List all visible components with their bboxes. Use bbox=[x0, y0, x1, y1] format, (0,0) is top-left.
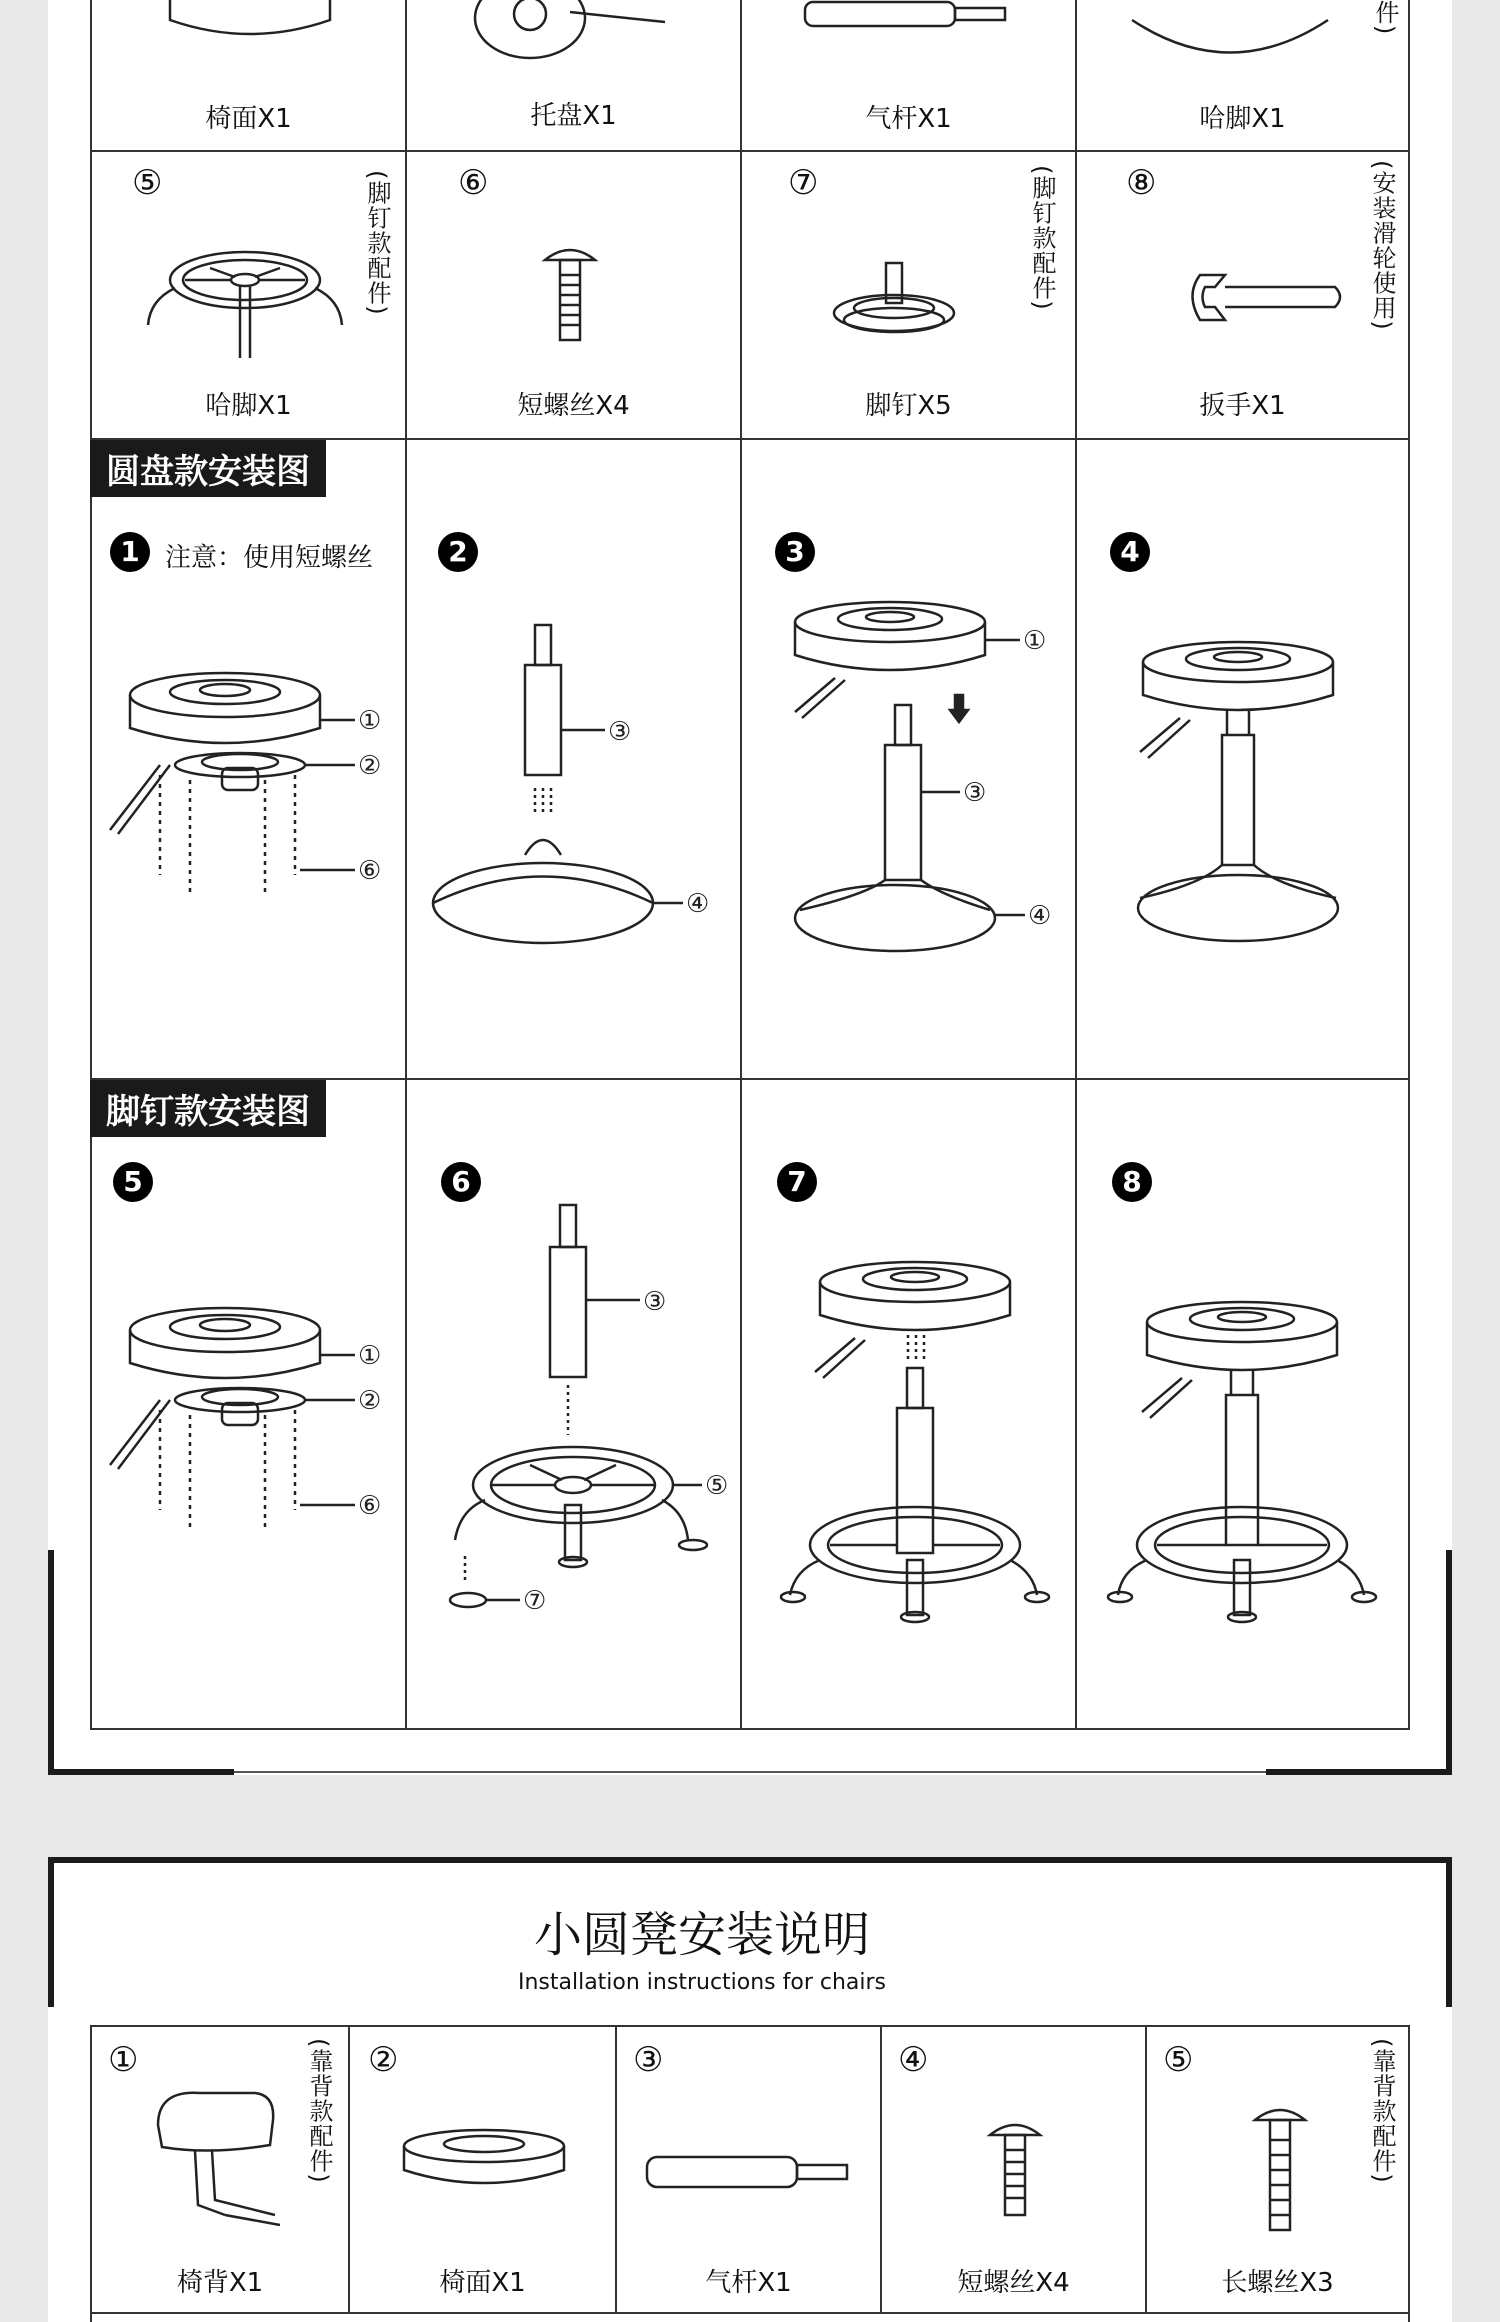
step6-gaslift-footring-drawing bbox=[440, 1200, 740, 1650]
round-base-illustration bbox=[1130, 0, 1330, 70]
wrench-illustration bbox=[1185, 265, 1345, 335]
part-label-foot-ring: 哈脚X1 bbox=[205, 391, 292, 421]
s2-part-1-side-note: (靠背款配件) bbox=[305, 2038, 333, 2184]
svg-text:①: ① bbox=[358, 1341, 382, 1371]
s2-part-label-backrest: 椅背X1 bbox=[176, 2268, 264, 2298]
svg-text:⑤: ⑤ bbox=[705, 1471, 729, 1501]
step1-seat-tray-screws-drawing bbox=[100, 670, 400, 920]
footnail-section-title: 脚钉款安装图 bbox=[90, 1080, 326, 1137]
svg-text:⑥: ⑥ bbox=[358, 1491, 382, 1521]
s2-part-number-1: ① bbox=[108, 2040, 139, 2080]
svg-text:⑦: ⑦ bbox=[523, 1586, 547, 1616]
backrest-illustration bbox=[150, 2085, 290, 2235]
part-label-gas-lift: 气杆X1 bbox=[865, 104, 952, 134]
part-5-side-note: (脚钉款配件) bbox=[363, 170, 391, 316]
part-8-side-note: (安装滑轮使用) bbox=[1368, 160, 1396, 331]
s2-part-label-seat: 椅面X1 bbox=[439, 2268, 526, 2298]
part-label-tray: 托盘X1 bbox=[530, 101, 617, 131]
part-number-5: ⑤ bbox=[132, 163, 163, 203]
step-badge-1: 1 bbox=[110, 532, 150, 572]
s2-part-number-3: ③ bbox=[633, 2040, 664, 2080]
part-label-foot-nail: 脚钉X5 bbox=[865, 391, 952, 421]
s2-part-5-side-note: (靠背款配件) bbox=[1368, 2038, 1396, 2184]
s2-part-number-2: ② bbox=[368, 2040, 399, 2080]
sheet2-frame-right bbox=[1446, 1857, 1452, 2007]
svg-text:③: ③ bbox=[608, 717, 632, 747]
s2-part-number-4: ④ bbox=[898, 2040, 929, 2080]
foot-nail-illustration bbox=[830, 258, 960, 348]
step3-seat-onto-base-drawing bbox=[790, 600, 1090, 960]
svg-text:②: ② bbox=[358, 751, 382, 781]
svg-text:④: ④ bbox=[1028, 901, 1052, 931]
part-number-8: ⑧ bbox=[1126, 163, 1157, 203]
s2-gas-lift-illustration bbox=[645, 2155, 855, 2195]
s2-part-label-short-screw: 短螺丝X4 bbox=[957, 2268, 1070, 2298]
part-7-side-note: (脚钉款配件) bbox=[1028, 165, 1056, 311]
part-number-6: ⑥ bbox=[458, 163, 489, 203]
svg-text:②: ② bbox=[358, 1386, 382, 1416]
frame-right bbox=[1446, 1550, 1452, 1775]
part-label-wrench: 扳手X1 bbox=[1199, 391, 1286, 421]
step-badge-8: 8 bbox=[1112, 1162, 1152, 1202]
row1-side-note: 件) bbox=[1371, 0, 1399, 36]
short-screw-illustration bbox=[540, 245, 600, 345]
sheet2-subtitle: Installation instructions for chairs bbox=[517, 1970, 887, 1995]
disc-section-title: 圆盘款安装图 bbox=[90, 440, 326, 497]
disc-step1-note: 注意：使用短螺丝 bbox=[165, 543, 374, 573]
svg-text:③: ③ bbox=[643, 1287, 667, 1317]
frame-bottom-right bbox=[1266, 1769, 1452, 1775]
step5-seat-tray-screws-drawing bbox=[100, 1305, 400, 1555]
s2-part-label-long-screw: 长螺丝X3 bbox=[1221, 2268, 1334, 2298]
frame-left bbox=[48, 1550, 54, 1775]
s2-long-screw-illustration bbox=[1250, 2105, 1310, 2235]
sheet2-frame-top bbox=[48, 1857, 1452, 1863]
sheet2-title: 小圆凳安装说明 bbox=[533, 1907, 870, 1963]
s2-seat-illustration bbox=[400, 2128, 570, 2198]
tray-plate-illustration bbox=[460, 0, 680, 70]
step-badge-4: 4 bbox=[1110, 532, 1150, 572]
svg-text:⑥: ⑥ bbox=[358, 856, 382, 886]
s2-part-number-5: ⑤ bbox=[1163, 2040, 1194, 2080]
step-badge-6: 6 bbox=[441, 1162, 481, 1202]
svg-text:③: ③ bbox=[963, 778, 987, 808]
step7-seat-onto-footring-drawing bbox=[775, 1260, 1075, 1660]
part-label-base: 哈脚X1 bbox=[1199, 104, 1286, 134]
step-badge-3: 3 bbox=[775, 532, 815, 572]
part-label-seat: 椅面X1 bbox=[205, 104, 292, 134]
part-number-7: ⑦ bbox=[788, 163, 819, 203]
s2-part-label-gas-lift: 气杆X1 bbox=[705, 2268, 792, 2298]
svg-text:①: ① bbox=[358, 706, 382, 736]
step-badge-7: 7 bbox=[777, 1162, 817, 1202]
svg-text:①: ① bbox=[1023, 626, 1047, 656]
svg-text:④: ④ bbox=[686, 889, 710, 919]
step-badge-5: 5 bbox=[113, 1162, 153, 1202]
frame-bottom-line bbox=[234, 1771, 1266, 1773]
part-label-short-screw: 短螺丝X4 bbox=[517, 391, 630, 421]
step-badge-2: 2 bbox=[438, 532, 478, 572]
step2-gaslift-base-drawing bbox=[425, 620, 725, 940]
foot-ring-base-illustration bbox=[140, 240, 350, 370]
gas-lift-illustration bbox=[800, 0, 1020, 40]
s2-short-screw-illustration bbox=[985, 2120, 1045, 2220]
frame-bottom-left bbox=[48, 1769, 234, 1775]
step4-assembled-stool-drawing bbox=[1130, 640, 1370, 960]
seat-cushion-illustration bbox=[150, 0, 350, 60]
step8-assembled-footnail-stool-drawing bbox=[1110, 1300, 1410, 1670]
